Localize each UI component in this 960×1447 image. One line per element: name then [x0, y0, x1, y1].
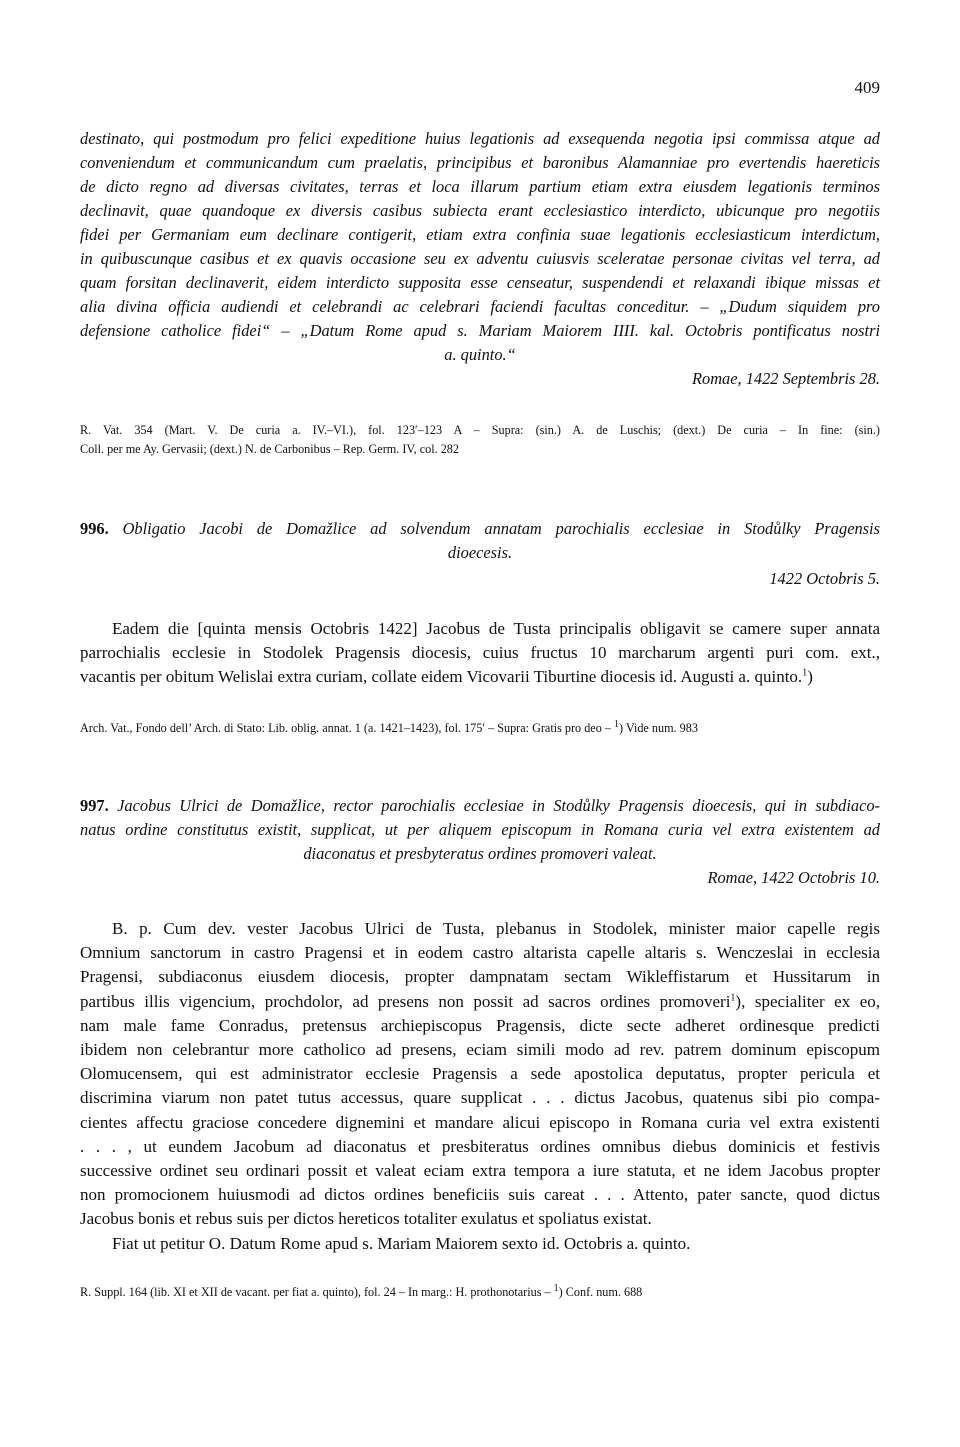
page-number: 409 [854, 78, 880, 97]
body-line: Pragensi, subdiaconus eiusdem diocesis, propter dampnatam sectam Wikleffistarum et Hussitarum in [80, 967, 880, 987]
continuation-line: quam forsitan declinaverit, eidem interdicto supposita esse censeatur, suspendendi et relaxandi ibique missas et [80, 273, 880, 292]
continuation-line: declinavit, quae quandoque ex diversis casibus subiecta erant ecclesiastico interdicto, ubicunque pro negotiis [80, 201, 880, 220]
heading-text: diaconatus et presbyteratus ordines promoveri valeat. [303, 844, 657, 863]
source-text: Arch. Vat., Fondo dell’ Arch. di Stato: Lib. oblig. annat. 1 (a. 1421–1423), fol. 175′ – Supra: Gratis pro deo – [80, 721, 614, 735]
footnote-mark: 1 [614, 718, 619, 730]
entry-date: 1422 Octobris 5. [769, 569, 880, 588]
entry-997-body [80, 917, 880, 1256]
continuation-line: conveniendum et communicandum cum praelatis, principibus et baronibus Alamanniae pro evertendis haereticis [80, 153, 880, 172]
body-line: Omnium sanctorum in castro Pragensi et in eodem castro altarista capelle altaris s. Wenczeslai in ecclesia [80, 943, 880, 963]
continuation-line: in quibuscunque casibus et ex quavis occasione seu ex adventu cuiusvis sceleratae personae civitas vel terra, ad [80, 249, 880, 268]
continuation-line: destinato, qui postmodum pro felici expeditione huius legationis ad exsequenda negotia ipsi commissa atque ad [80, 129, 880, 148]
source-tail: ) Conf. num. 688 [558, 1285, 643, 1299]
body-line: Olomucensem, qui est administrator ecclesie Pragensis a sede apostolica deputatus, propter pericula et [80, 1064, 880, 1084]
body-line: discrimina viarum non patet tutus accessus, quare supplicat . . . dictus Jacobus, quatenus sibi pio compa- [80, 1088, 880, 1108]
source-text: R. Suppl. 164 (lib. XI et XII de vacant. per fiat a. quinto), fol. 24 – In marg.: H. prothonotarius – [80, 1285, 554, 1299]
heading-text: natus ordine constitutus existit, supplicat, ut per aliquem episcopum in Romana curia vel extra existentem ad [80, 820, 880, 839]
body-line: cientes affectu graciose concedere dignemini et mandare alicui episcopo in Romana curia vel extra existenti [80, 1112, 880, 1132]
body-line: successive ordinet seu ordinari possit et valeat eciam extra tempora a iure statuta, et ne idem Jacobus propter [80, 1161, 880, 1181]
body-line: parrochialis ecclesie in Stodolek Pragensis diocesis, cuius fructus 10 marcharum argenti puri com. ext., [80, 643, 880, 663]
body-line: nam male fame Conradus, pretensus archiepiscopus Pragensis, dicte secte adheret ordinesque predicti [80, 1015, 880, 1035]
footnote-mark: 1 [553, 1282, 559, 1294]
entry-number: 997. [80, 796, 109, 815]
source-tail: ) Vide num. 983 [619, 721, 698, 735]
entry-date: Romae, 1422 Octobris 10. [707, 868, 880, 887]
continuation-source [80, 421, 880, 459]
footnote-mark: 1 [802, 667, 808, 679]
source-line: R. Vat. 354 (Mart. V. De curia a. IV.–VI.), fol. 123′–123 A – Supra: (sin.) A. de Luschis; (dext.) De curia – In fine: (sin.) [80, 423, 880, 437]
heading-text: dioecesis. [447, 543, 513, 562]
heading-text: Obligatio Jacobi de Domažlice ad solvendum annatam parochialis ecclesiae in Stodůlky Pragensis [122, 519, 880, 538]
body-line: non promocionem huiusmodi ad dictos ordines beneficiis suis careat . . . Attento, pater sancte, quod dictus [80, 1185, 880, 1205]
body-line: ), specialiter ex eo, [735, 991, 880, 1011]
body-close: ) [807, 667, 813, 687]
continuation-line: defensione catholice fidei“ – „Datum Rome apud s. Mariam Maiorem IIII. kal. Octobris pontificatus nostri [80, 321, 880, 340]
body-line: . . . , ut eundem Jacobum ad diaconatus et presbiteratus ordines omnibus diebus dominicis et festivis [80, 1136, 880, 1156]
fiat-line: Fiat ut petitur O. Datum Rome apud s. Mariam Maiorem sexto id. Octobris a. quinto. [112, 1233, 691, 1253]
source-line: Coll. per me Ay. Gervasii; (dext.) N. de Carbonibus – Rep. Germ. IV, col. 282 [80, 442, 459, 456]
continuation-last-line: a. quinto.“ [444, 345, 516, 364]
entry-996-heading [80, 517, 880, 591]
continuation-line: de dicto regno ad diversas civitates, terras et loca illarum partium etiam extra eiusdem legationis terminos [80, 177, 880, 196]
body-line: vacantis per obitum Welislai extra curiam, collate eidem Vicovarii Tiburtine diocesis id. Augusti a. quinto. [80, 667, 803, 687]
continuation-date: Romae, 1422 Septembris 28. [691, 369, 880, 388]
body-line: partibus illis vigencium, prochdolor, ad presens non possit ad sacros ordines promoveri [80, 991, 731, 1011]
entry-number: 996. [80, 519, 109, 538]
entry-996-body [80, 617, 880, 690]
body-line: Eadem die [quinta mensis Octobris 1422] Jacobus de Tusta principalis obligavit se camere super annata [112, 619, 880, 638]
continuation-line: fidei per Germaniam eum declinare contigerit, etiam extra confinia suae legationis ecclesiasticum interdictum, [80, 225, 880, 244]
entry-997-heading [80, 794, 880, 890]
continuation-text [80, 127, 880, 391]
body-line: B. p. Cum dev. vester Jacobus Ulrici de Tusta, plebanus in Stodolek, minister maior capelle regis [112, 919, 880, 938]
entry-996-source [80, 719, 880, 738]
heading-text: Jacobus Ulrici de Domažlice, rector parochialis ecclesiae in Stodůlky Pragensis dioecesis, qui in subdiaco- [117, 796, 880, 815]
body-line: ibidem non celebrantur more catholico ad presens, eciam simili modo ad rev. patrem dominum episcopum [80, 1040, 880, 1060]
body-line: Jacobus bonis et rebus suis per dictos hereticos totaliter exulatus et spoliatus existat. [80, 1209, 652, 1229]
footnote-mark: 1 [730, 991, 736, 1003]
entry-997-source [80, 1283, 880, 1302]
continuation-line: alia divina officia audiendi et celebrandi ac celebrari faciendi facultas conceditur. – „Dudum siquidem pro [80, 297, 880, 316]
